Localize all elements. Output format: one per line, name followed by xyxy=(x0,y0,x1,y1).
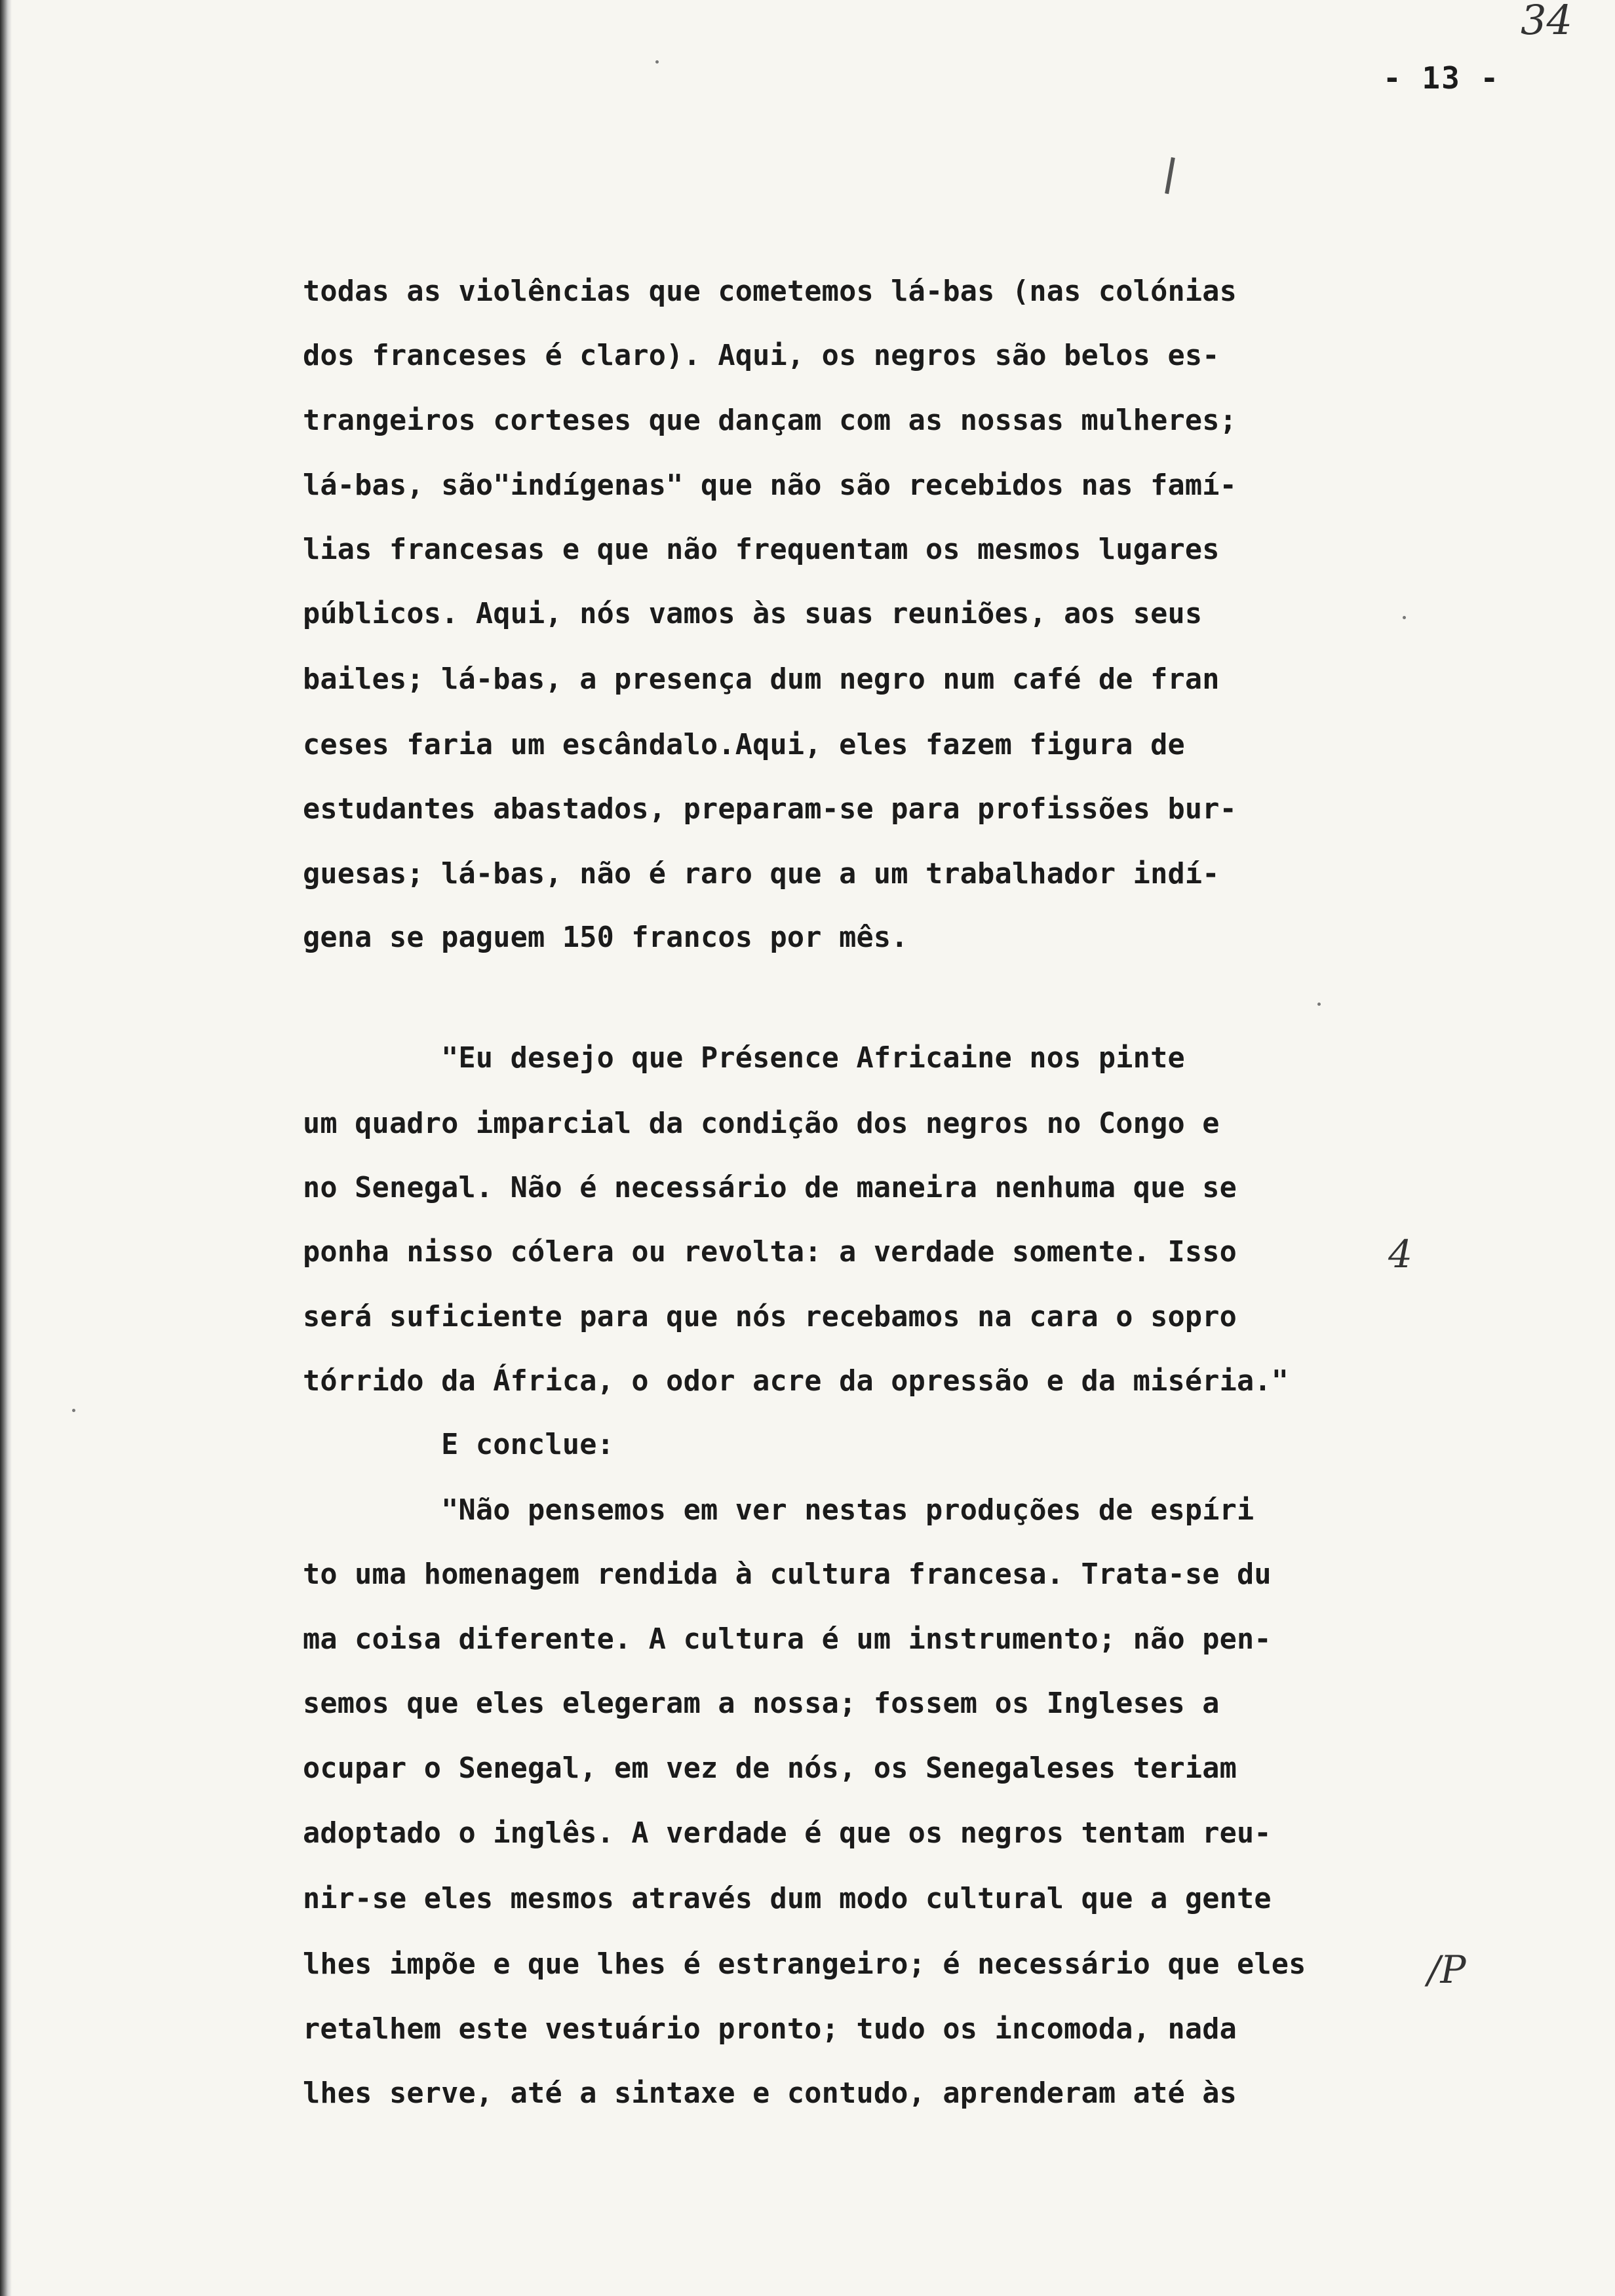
scan-speck xyxy=(1403,616,1406,619)
text-line: lhes serve, até a sintaxe e contudo, aprenderam até às xyxy=(303,2077,1237,2110)
text-line: E conclue: xyxy=(303,1428,615,1461)
folio-number: 34 xyxy=(1521,0,1572,44)
text-line: gena se paguem 150 francos por mês. xyxy=(303,921,908,954)
text-line: lhes impõe e que lhes é estrangeiro; é necessário que eles xyxy=(303,1948,1306,1981)
margin-note: /P xyxy=(1428,1947,1466,1992)
text-line: ocupar o Senegal, em vez de nós, os Senegaleses teriam xyxy=(303,1752,1237,1785)
text-line: guesas; lá-bas, não é raro que a um trabalhador indí- xyxy=(303,858,1220,890)
text-line: públicos. Aqui, nós vamos às suas reuniões, aos seus xyxy=(303,598,1203,630)
text-line: estudantes abastados, preparam-se para profissões bur- xyxy=(303,793,1237,826)
page-binding-edge xyxy=(0,0,12,2296)
text-line: ceses faria um escândalo.Aqui, eles fazem figura de xyxy=(303,729,1185,761)
text-line: será suficiente para que nós recebamos na cara o sopro xyxy=(303,1301,1237,1333)
text-line: "Eu desejo que Présence Africaine nos pinte xyxy=(303,1042,1185,1075)
text-line: trangeiros corteses que dançam com as nossas mulheres; xyxy=(303,404,1237,437)
text-line: todas as violências que cometemos lá-bas (nas colónias xyxy=(303,275,1237,308)
text-line: ma coisa diferente. A cultura é um instrumento; não pen- xyxy=(303,1623,1272,1656)
text-line: nir-se eles mesmos através dum modo cultural que a gente xyxy=(303,1883,1272,1915)
text-line: tórrido da África, o odor acre da opressão e da miséria." xyxy=(303,1365,1289,1398)
margin-note: 4 xyxy=(1388,1232,1412,1276)
text-line: "Não pensemos em ver nestas produções de espíri xyxy=(303,1494,1255,1527)
text-line: dos franceses é claro). Aqui, os negros são belos es- xyxy=(303,339,1220,372)
text-line: um quadro imparcial da condição dos negros no Congo e xyxy=(303,1107,1220,1140)
text-line: ponha nisso cólera ou revolta: a verdade somente. Isso xyxy=(303,1236,1237,1269)
text-line: semos que eles elegeram a nossa; fossem os Ingleses a xyxy=(303,1687,1220,1720)
text-line: lá-bas, são"indígenas" que não são recebidos nas famí- xyxy=(303,469,1237,502)
pencil-mark xyxy=(1165,157,1175,194)
text-line: retalhem este vestuário pronto; tudo os incomoda, nada xyxy=(303,2013,1237,2046)
text-line: adoptado o inglês. A verdade é que os negros tentam reu- xyxy=(303,1817,1272,1850)
text-line: no Senegal. Não é necessário de maneira nenhuma que se xyxy=(303,1172,1237,1204)
text-line: to uma homenagem rendida à cultura francesa. Trata-se du xyxy=(303,1558,1272,1591)
scan-speck xyxy=(655,60,659,64)
text-line: bailes; lá-bas, a presença dum negro num café de fran xyxy=(303,663,1220,696)
scan-speck xyxy=(1317,1003,1321,1006)
page-number: - 13 - xyxy=(1383,60,1500,96)
scan-speck xyxy=(72,1409,75,1412)
text-line: lias francesas e que não frequentam os mesmos lugares xyxy=(303,533,1220,566)
